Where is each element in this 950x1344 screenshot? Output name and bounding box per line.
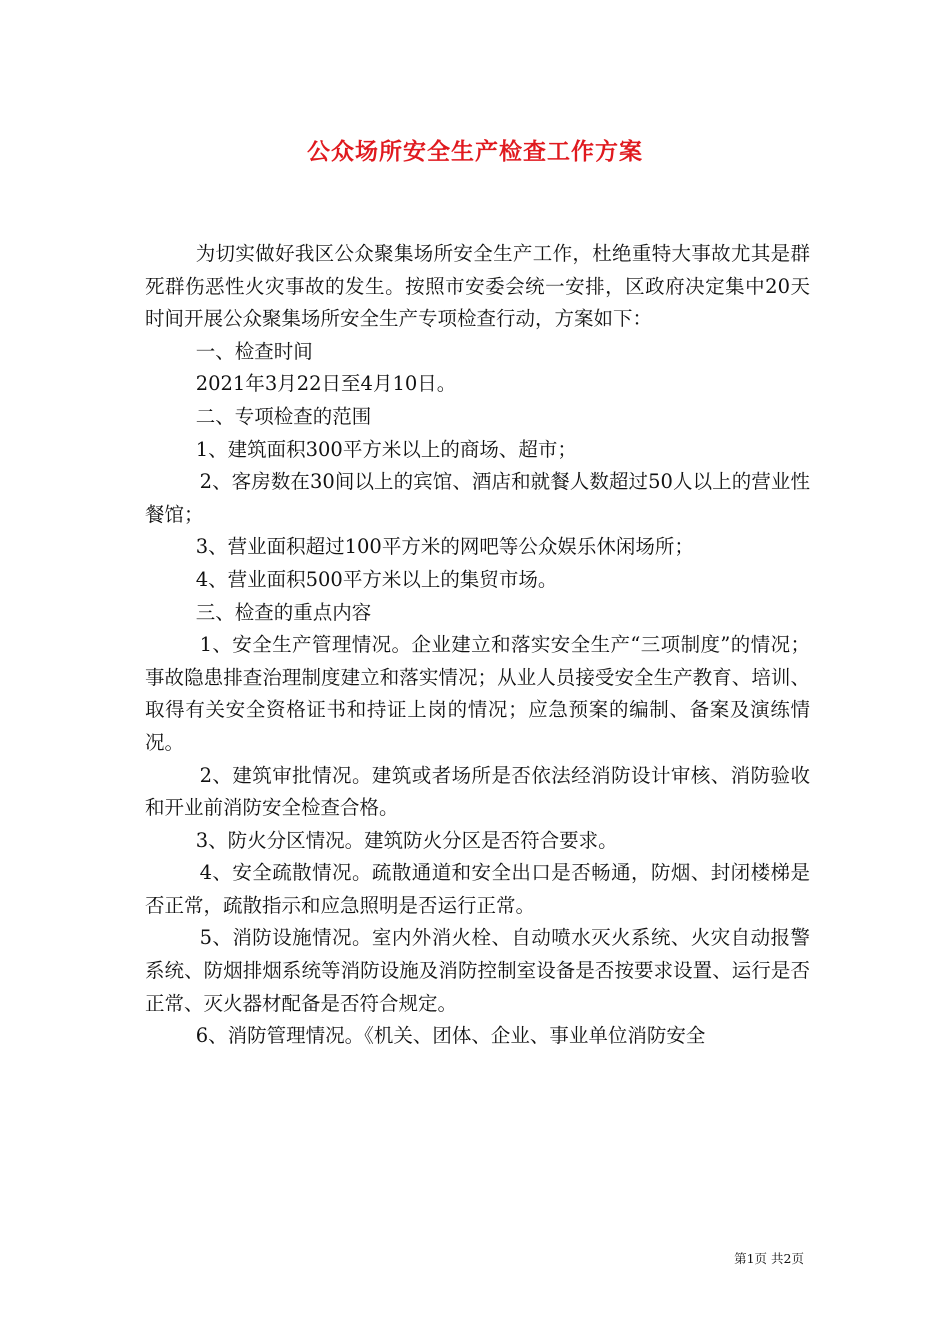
page-title: 公众场所安全生产检查工作方案 [307, 138, 643, 165]
section-heading-1: 一、检查时间 [195, 339, 313, 363]
list-item: 5、消防设施情况。室内外消火栓、自动喷水灭火系统、火灾自动报警系统、防烟排烟系统等消防设施及消防控制室设备是否按要求设置、运行是否正常、灭火器材配备是否符合规定。 [145, 926, 810, 1015]
list-item: 4、安全疏散情况。疏散通道和安全出口是否畅通，防烟、封闭楼梯是否正常，疏散指示和应急照明是否运行正常。 [145, 861, 810, 917]
document-body [145, 238, 810, 1053]
list-item: 6、消防管理情况。《机关、团体、企业、事业单位消防安全 [195, 1024, 706, 1048]
list-item: 2、建筑审批情况。建筑或者场所是否依法经消防设计审核、消防验收和开业前消防安全检查合格。 [145, 763, 810, 820]
list-item: 4、营业面积500平方米以上的集贸市场。 [195, 567, 558, 591]
paragraph: 2021年3月22日至4月10日。 [195, 372, 457, 396]
section-heading-3: 三、检查的重点内容 [195, 600, 372, 624]
paragraph-intro: 为切实做好我区公众聚集场所安全生产工作，杜绝重特大事故尤其是群死群伤恶性火灾事故的发生。按照市安委会统一安排，区政府决定集中20天时间开展公众聚集场所安全生产专项检查行动，方案如下： [145, 242, 810, 331]
list-item: 1、建筑面积300平方米以上的商场、超市； [195, 437, 577, 461]
list-item: 3、营业面积超过100平方米的网吧等公众娱乐休闲场所； [195, 535, 694, 559]
section-heading-2: 二、专项检查的范围 [195, 404, 372, 428]
list-item: 1、安全生产管理情况。企业建立和落实安全生产“三项制度”的情况；事故隐患排查治理制度建立和落实情况；从业人员接受安全生产教育、培训、取得有关安全资格证书和持证上岗的情况；应急预案的编制、备案及演练情况。 [145, 633, 810, 754]
list-item: 2、客房数在30间以上的宾馆、酒店和就餐人数超过50人以上的营业性餐馆； [145, 470, 810, 526]
page-number-footer: 第1页 共2页 [734, 1251, 804, 1266]
list-item: 3、防火分区情况。建筑防火分区是否符合要求。 [195, 828, 618, 852]
